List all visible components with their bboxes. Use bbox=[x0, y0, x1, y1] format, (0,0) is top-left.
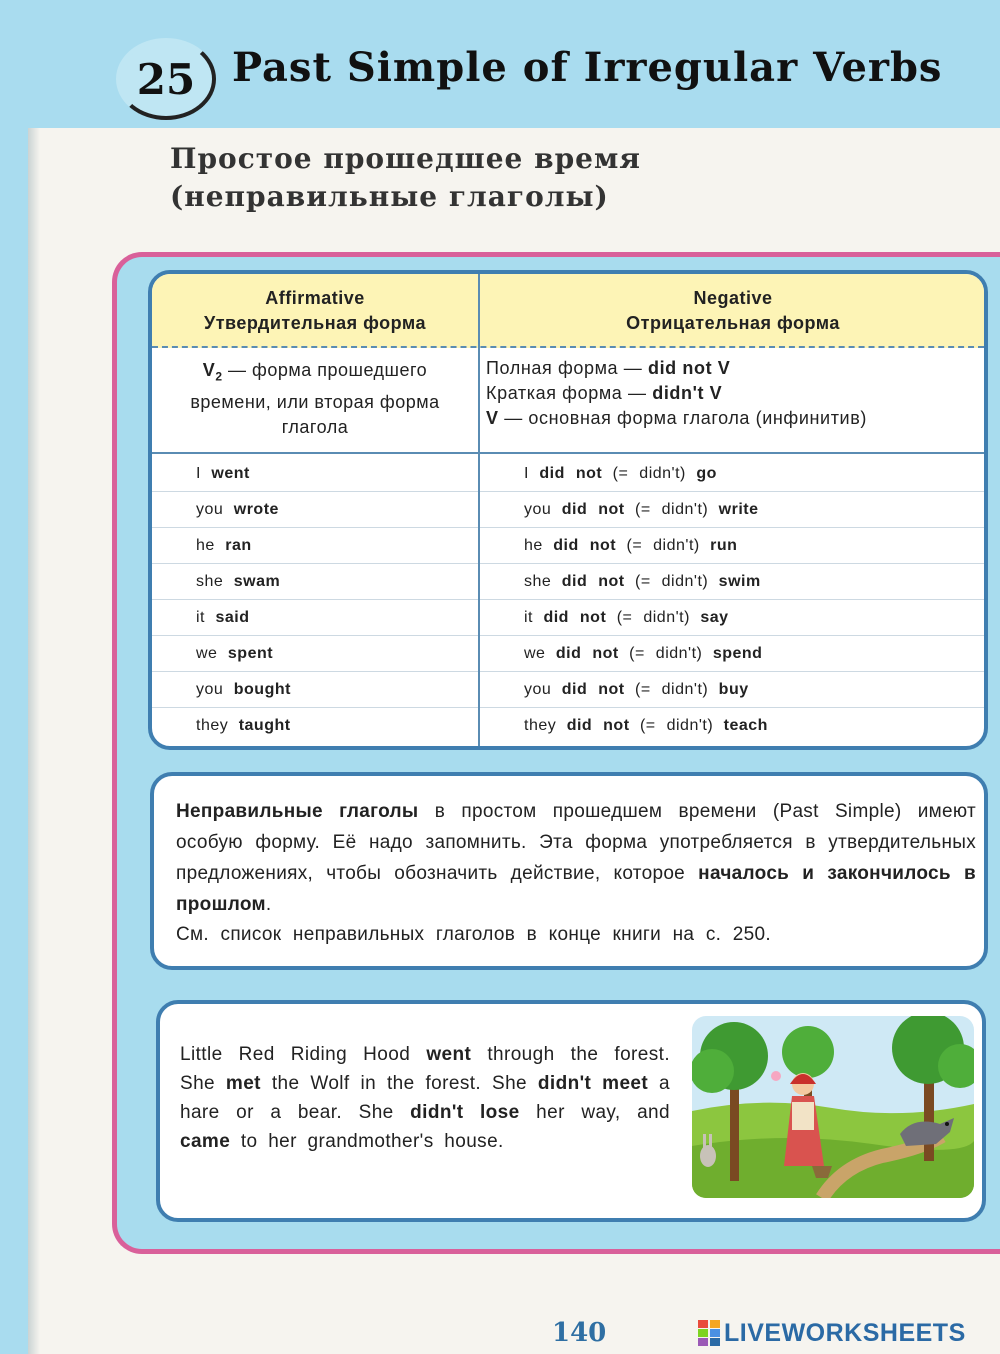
short-form: (= didn't) bbox=[629, 645, 703, 662]
negative-header-ru: Отрицательная форма bbox=[626, 313, 840, 333]
story-t6: to her grandmother's house. bbox=[230, 1131, 504, 1152]
hare-body bbox=[700, 1145, 716, 1167]
auxiliary: did not bbox=[561, 501, 625, 518]
past-verb: said bbox=[215, 609, 250, 626]
table-row bbox=[152, 672, 984, 708]
table-row bbox=[152, 708, 984, 744]
subtitle-line-2: (неправильные глаголы) bbox=[170, 180, 609, 213]
rule-bold-start: Неправильные глаголы bbox=[176, 801, 419, 822]
base-form-symbol: V bbox=[486, 408, 499, 428]
short-form: (= didn't) bbox=[626, 537, 700, 554]
auxiliary: did not bbox=[543, 609, 607, 626]
rule-text-part-1: в простом прошедшем времени (Past Simple) имеют особую форму. Её надо запомнить. Эта форма употребляется в утвердительных предложениях, чтобы обозначить действие, которое bbox=[176, 801, 976, 884]
base-verb: say bbox=[700, 609, 729, 626]
subtitle-line-1: Простое прошедшее время bbox=[170, 142, 641, 175]
base-verb: buy bbox=[718, 681, 749, 698]
short-form-label: Краткая форма — bbox=[486, 383, 647, 403]
affirmative-definition bbox=[152, 358, 478, 440]
page-subtitle bbox=[170, 140, 790, 216]
affirmative-example bbox=[196, 573, 280, 591]
pronoun: I bbox=[524, 465, 529, 482]
auxiliary: did not bbox=[566, 717, 630, 734]
pronoun: they bbox=[196, 717, 229, 734]
full-form-value: did not V bbox=[647, 358, 731, 378]
girl-apron bbox=[792, 1102, 814, 1130]
pronoun: he bbox=[524, 537, 543, 554]
past-verb: taught bbox=[238, 717, 291, 734]
pronoun: you bbox=[196, 501, 224, 518]
lesson-number-badge bbox=[116, 38, 216, 120]
lesson-number: 25 bbox=[136, 54, 196, 104]
affirmative-example bbox=[196, 645, 273, 663]
pronoun: they bbox=[524, 717, 557, 734]
story-b5: came bbox=[180, 1131, 231, 1152]
short-form: (= didn't) bbox=[639, 717, 714, 734]
spine-shadow bbox=[28, 128, 40, 1354]
table-header-row bbox=[152, 274, 984, 348]
full-form-label: Полная форма — bbox=[486, 358, 643, 378]
story-b2: met bbox=[225, 1073, 261, 1094]
affirmative-definition-text: — форма прошедшего времени, или вторая форма глагола bbox=[190, 360, 440, 437]
pronoun: you bbox=[524, 681, 552, 698]
auxiliary: did not bbox=[539, 465, 603, 482]
wolf-eye bbox=[945, 1122, 949, 1126]
auxiliary: did not bbox=[553, 537, 617, 554]
past-verb: spent bbox=[227, 645, 274, 662]
short-form: (= didn't) bbox=[635, 681, 709, 698]
base-verb: teach bbox=[723, 717, 768, 734]
table-row bbox=[152, 600, 984, 636]
liveworksheets-logo-icon bbox=[698, 1320, 720, 1346]
pronoun: she bbox=[524, 573, 552, 590]
negative-example bbox=[524, 537, 737, 555]
negative-header bbox=[478, 274, 988, 348]
affirmative-header-ru: Утвердительная форма bbox=[204, 313, 426, 333]
column-divider bbox=[478, 274, 480, 746]
affirmative-example bbox=[196, 537, 252, 555]
short-form: (= didn't) bbox=[635, 573, 709, 590]
story-box bbox=[156, 1000, 986, 1222]
past-verb: wrote bbox=[233, 501, 279, 518]
negative-example bbox=[524, 645, 762, 663]
table-row bbox=[152, 564, 984, 600]
base-verb: write bbox=[718, 501, 759, 518]
grammar-table bbox=[148, 270, 988, 750]
short-form-value: didn't V bbox=[652, 383, 723, 403]
affirmative-example bbox=[196, 717, 291, 735]
story-t4: a hare or a bear. She bbox=[180, 1073, 670, 1123]
story-t3: the Wolf in the forest. She bbox=[260, 1073, 538, 1094]
story-text bbox=[180, 1040, 670, 1156]
negative-example bbox=[524, 681, 749, 699]
auxiliary: did not bbox=[561, 681, 625, 698]
pronoun: you bbox=[524, 501, 552, 518]
negative-example bbox=[524, 609, 729, 627]
pronoun: it bbox=[196, 609, 205, 626]
tree-crown-left-2 bbox=[692, 1049, 734, 1093]
base-verb: spend bbox=[712, 645, 763, 662]
base-form-text: — основная форма глагола (инфинитив) bbox=[504, 408, 867, 428]
negative-example bbox=[524, 501, 759, 519]
story-t5: her way, and bbox=[519, 1102, 670, 1123]
rule-bold-end: началось и закончилось в прошлом bbox=[176, 863, 976, 915]
short-form-line bbox=[486, 381, 988, 406]
past-verb: ran bbox=[225, 537, 252, 554]
negative-example bbox=[524, 465, 717, 483]
auxiliary: did not bbox=[561, 573, 625, 590]
past-verb: swam bbox=[233, 573, 281, 590]
full-form-line bbox=[486, 356, 988, 381]
watermark-text: LIVEWORKSHEETS bbox=[724, 1318, 966, 1347]
past-verb: went bbox=[211, 465, 250, 482]
short-form: (= didn't) bbox=[616, 609, 690, 626]
left-margin-band bbox=[0, 0, 28, 1354]
hare-ear-2 bbox=[709, 1134, 712, 1148]
page-title: Past Simple of Irregular Verbs bbox=[232, 44, 943, 91]
pronoun: we bbox=[524, 645, 546, 662]
page-number: 140 bbox=[552, 1318, 607, 1348]
table-row bbox=[152, 636, 984, 672]
negative-example bbox=[524, 573, 761, 591]
watermark bbox=[698, 1318, 966, 1348]
short-form: (= didn't) bbox=[635, 501, 709, 518]
story-b3: didn't meet bbox=[537, 1073, 649, 1094]
definition-row bbox=[152, 348, 984, 454]
affirmative-example bbox=[196, 501, 279, 519]
affirmative-header bbox=[152, 274, 478, 348]
table-row bbox=[152, 492, 984, 528]
rule-box bbox=[150, 772, 988, 970]
base-form-line bbox=[486, 406, 988, 431]
v2-subscript: 2 bbox=[215, 369, 223, 384]
short-form: (= didn't) bbox=[612, 465, 686, 482]
rule-text-part-2: . bbox=[265, 894, 272, 915]
affirmative-example bbox=[196, 465, 250, 483]
affirmative-header-en: Affirmative bbox=[265, 288, 365, 308]
story-t1: Little Red Riding Hood bbox=[180, 1044, 427, 1065]
pronoun: I bbox=[196, 465, 201, 482]
pronoun: she bbox=[196, 573, 224, 590]
story-b4: didn't lose bbox=[410, 1102, 520, 1123]
negative-definition bbox=[486, 356, 988, 431]
past-verb: bought bbox=[233, 681, 291, 698]
story-b1: went bbox=[426, 1044, 472, 1065]
affirmative-example bbox=[196, 609, 249, 627]
v2-symbol: V bbox=[202, 360, 216, 380]
flower bbox=[771, 1071, 781, 1081]
base-verb: run bbox=[710, 537, 738, 554]
rule-text bbox=[176, 796, 976, 920]
story-t2: through the forest. She bbox=[180, 1044, 670, 1094]
pronoun: we bbox=[196, 645, 218, 662]
negative-header-en: Negative bbox=[693, 288, 773, 308]
hare-ear-1 bbox=[703, 1134, 706, 1148]
pronoun: you bbox=[196, 681, 224, 698]
base-verb: swim bbox=[718, 573, 761, 590]
auxiliary: did not bbox=[555, 645, 619, 662]
negative-example bbox=[524, 717, 768, 735]
table-row bbox=[152, 528, 984, 564]
pronoun: it bbox=[524, 609, 533, 626]
pronoun: he bbox=[196, 537, 215, 554]
tree-crown-middle bbox=[782, 1026, 834, 1078]
table-row bbox=[152, 456, 984, 492]
affirmative-example bbox=[196, 681, 291, 699]
rule-reference: См. список неправильных глаголов в конце книги на с. 250. bbox=[176, 924, 771, 945]
forest-illustration bbox=[692, 1016, 974, 1198]
base-verb: go bbox=[696, 465, 717, 482]
